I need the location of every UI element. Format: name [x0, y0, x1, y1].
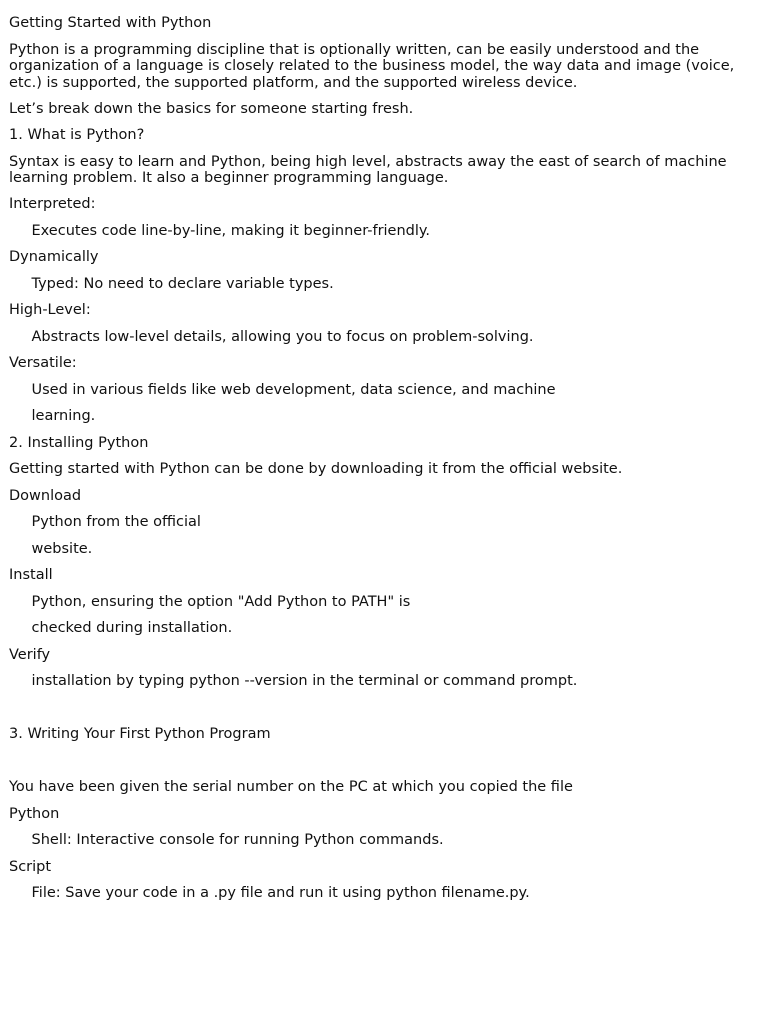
term-versatile-description-line-1: Used in various fields like web development, data science, and machine — [31, 381, 556, 398]
step-download: Download — [9, 487, 82, 504]
step-download-description-line-2: website. — [31, 540, 93, 557]
term-versatile-description-line-2: learning. — [31, 408, 96, 424]
section-heading-what-is-python: 1. What is Python? — [9, 127, 145, 143]
step-download-description-line-1: Python from the official — [31, 514, 201, 530]
section-heading-first-program: 3. Writing Your First Python Program — [9, 726, 271, 742]
step-install: Install — [9, 567, 53, 583]
installing-python-paragraph: Getting started with Python can be done by downloading it from the official website. — [9, 461, 623, 477]
step-install-description-line-1: Python, ensuring the option "Add Python to PATH" is — [31, 593, 411, 610]
document-title: Getting Started with Python — [9, 15, 212, 31]
breakdown-paragraph: Let’s break down the basics for someone starting fresh. — [9, 100, 414, 117]
term-dynamically-description: Typed: No need to declare variable types. — [31, 275, 334, 292]
step-verify: Verify — [9, 646, 51, 663]
term-interpreted: Interpreted: — [9, 196, 96, 212]
what-is-python-paragraph: Syntax is easy to learn and Python, being high level, abstracts away the east of search of machine learning problem. It also a beginner programming language. — [9, 153, 727, 186]
term-python-shell-description: Shell: Interactive console for running Python commands. — [31, 832, 444, 848]
first-program-paragraph: You have been given the serial number on the PC at which you copied the file — [9, 779, 573, 795]
intro-paragraph: Python is a programming discipline that is optionally written, can be easily understood and the organization of a language is closely related to the business model, the way data and image (voice, etc.) is supported, the supported platform, and the supported wireless device. — [9, 41, 735, 91]
term-script-file-description: File: Save your code in a .py file and run it using python filename.py. — [31, 885, 530, 901]
term-versatile: Versatile: — [9, 355, 77, 371]
term-dynamically: Dynamically — [9, 249, 99, 265]
term-high-level: High-Level: — [9, 302, 91, 318]
step-install-description-line-2: checked during installation. — [31, 620, 233, 636]
term-high-level-description: Abstracts low-level details, allowing you to focus on problem-solving. — [31, 328, 534, 345]
section-heading-installing-python: 2. Installing Python — [9, 434, 149, 451]
term-interpreted-description: Executes code line-by-line, making it beginner-friendly. — [31, 222, 431, 239]
term-python-shell: Python — [9, 805, 60, 822]
term-script-file: Script — [9, 858, 52, 875]
step-verify-description: installation by typing python --version in the terminal or command prompt. — [31, 673, 578, 689]
